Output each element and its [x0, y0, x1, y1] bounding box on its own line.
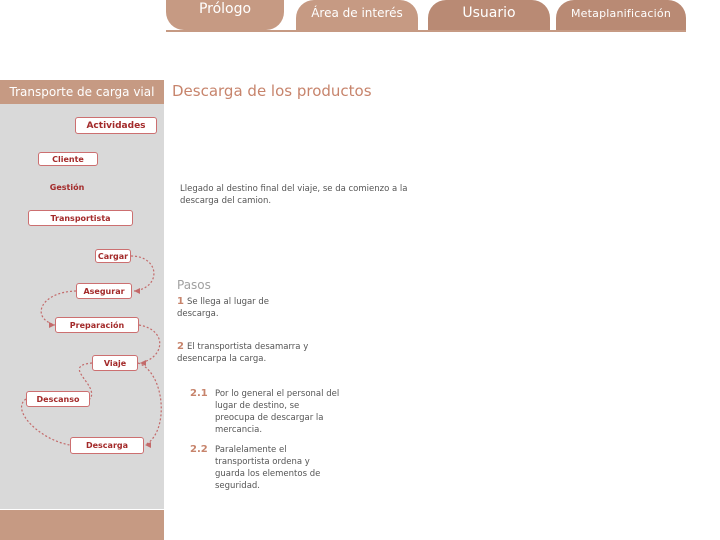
step-item — [177, 341, 337, 365]
step-item — [177, 296, 287, 320]
page-title: Descarga de los productos — [172, 82, 372, 100]
node-descanso[interactable]: Descanso — [26, 391, 90, 407]
pasos-heading: Pasos — [177, 278, 211, 292]
step-text: Se llega al lugar de descarga. — [177, 297, 270, 319]
step-number: 2 — [177, 341, 184, 352]
tab-area-de-interes[interactable]: Área de interés — [296, 0, 418, 30]
substep-number: 2.2 — [190, 444, 208, 455]
intro-paragraph: Llegado al destino final del viaje, se da comienzo a la descarga del camion. — [180, 184, 408, 206]
sidebar-top-blank — [0, 0, 164, 80]
node-transportista[interactable]: Transportista — [28, 210, 133, 226]
node-viaje[interactable]: Viaje — [92, 355, 138, 371]
node-descarga[interactable]: Descarga — [70, 437, 144, 454]
sidebar-title: Transporte de carga vial — [0, 80, 164, 104]
node-preparacion[interactable]: Preparación — [55, 317, 139, 333]
tab-prologo[interactable]: Prólogo — [166, 0, 284, 30]
node-cargar[interactable]: Cargar — [95, 249, 131, 263]
tab-metaplanificacion[interactable]: Metaplanificación — [556, 0, 686, 30]
sidebar-footer-bar — [0, 510, 164, 540]
substep-item — [190, 444, 340, 492]
node-asegurar[interactable]: Asegurar — [76, 283, 132, 299]
node-gestion[interactable]: Gestión — [50, 180, 84, 194]
substep-text: Paralelamente el transportista ordena y guarda los elementos de seguridad. — [215, 445, 321, 491]
tab-usuario[interactable]: Usuario — [428, 0, 550, 30]
node-actividades[interactable]: Actividades — [75, 117, 157, 134]
step-number: 1 — [177, 296, 184, 307]
substep-number: 2.1 — [190, 388, 208, 399]
substep-text: Por lo general el personal del lugar de destino, se preocupa de descargar la mercancia. — [215, 389, 340, 435]
substep-item — [190, 388, 340, 436]
step-text: El transportista desamarra y desencarpa la carga. — [177, 342, 309, 364]
node-cliente[interactable]: Cliente — [38, 152, 98, 166]
tab-underline — [166, 30, 686, 32]
